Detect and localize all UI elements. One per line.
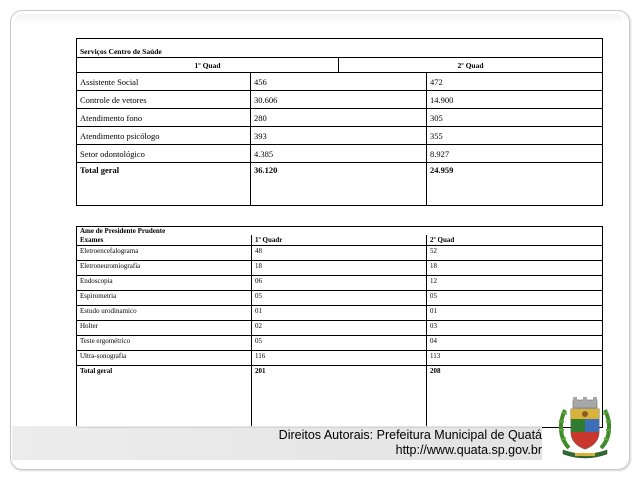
row-label: Atendimento psicólogo — [77, 127, 251, 145]
health-center-services-table — [76, 38, 603, 206]
q1-value: 456 — [251, 73, 427, 91]
table-title: Serviços Centro de Saúde — [77, 39, 603, 58]
q2-value: 52 — [427, 246, 603, 261]
q2-value: 113 — [427, 351, 603, 366]
total-label: Total geral — [77, 163, 251, 206]
total-q2: 208 — [427, 366, 603, 428]
table-row — [77, 261, 603, 276]
total-q1: 201 — [252, 366, 427, 428]
table-row — [77, 246, 603, 261]
total-q2: 24.959 — [427, 163, 603, 206]
column-header-q2: 2º Quad — [427, 235, 603, 246]
row-label: Eletroneuromiografia — [77, 261, 252, 276]
q2-value: 305 — [427, 109, 603, 127]
column-header-exams: Exames — [77, 235, 252, 246]
q1-value: 01 — [252, 306, 427, 321]
row-label: Teste ergométrico — [77, 336, 252, 351]
table-row — [77, 351, 603, 366]
q2-value: 8.927 — [427, 145, 603, 163]
q2-value: 12 — [427, 276, 603, 291]
column-header-q1: 1º Quadr — [252, 235, 427, 246]
q1-value: 18 — [252, 261, 427, 276]
q1-value: 30.606 — [251, 91, 427, 109]
q1-value: 116 — [252, 351, 427, 366]
table-title: Ame de Presidente Prudente — [77, 227, 603, 236]
row-label: Estudo urodinamico — [77, 306, 252, 321]
row-label: Endoscopia — [77, 276, 252, 291]
q1-value: 4.385 — [251, 145, 427, 163]
q2-value: 01 — [427, 306, 603, 321]
row-label: Assistente Social — [77, 73, 251, 91]
total-row — [77, 366, 603, 428]
q2-value: 472 — [427, 73, 603, 91]
table-row — [77, 91, 603, 109]
table-row — [77, 145, 603, 163]
q1-value: 05 — [252, 336, 427, 351]
q2-value: 355 — [427, 127, 603, 145]
row-label: Setor odontológico — [77, 145, 251, 163]
row-label: Atendimento fono — [77, 109, 251, 127]
table-row — [77, 336, 603, 351]
q2-value: 03 — [427, 321, 603, 336]
copyright-text: Direitos Autorais: Prefeitura Municipal de Quatá — [278, 428, 542, 442]
q1-value: 06 — [252, 276, 427, 291]
table-row — [77, 306, 603, 321]
q2-value: 18 — [427, 261, 603, 276]
q1-value: 02 — [252, 321, 427, 336]
table-row — [77, 127, 603, 145]
column-header-q2: 2º Quad — [339, 58, 603, 73]
row-label: Espirometria — [77, 291, 252, 306]
table-row — [77, 73, 603, 91]
q1-value: 48 — [252, 246, 427, 261]
row-label: Controle de vetores — [77, 91, 251, 109]
total-label: Total geral — [77, 366, 252, 428]
q1-value: 280 — [251, 109, 427, 127]
table-row — [77, 321, 603, 336]
row-label: Eletroencefalograma — [77, 246, 252, 261]
total-row — [77, 163, 603, 206]
column-header-q1: 1º Quad — [77, 58, 339, 73]
q2-value: 05 — [427, 291, 603, 306]
q1-value: 393 — [251, 127, 427, 145]
table-row — [77, 291, 603, 306]
website-link[interactable]: http://www.quata.sp.gov.br — [395, 443, 542, 457]
table-row — [77, 109, 603, 127]
row-label: Holter — [77, 321, 252, 336]
q2-value: 04 — [427, 336, 603, 351]
quata-coat-of-arms-icon — [557, 396, 613, 462]
ame-exams-table — [76, 226, 603, 428]
slide-top-band — [14, 14, 624, 24]
q2-value: 14.900 — [427, 91, 603, 109]
table-row — [77, 276, 603, 291]
total-q1: 36.120 — [251, 163, 427, 206]
q1-value: 05 — [252, 291, 427, 306]
row-label: Ultra-sonografia — [77, 351, 252, 366]
